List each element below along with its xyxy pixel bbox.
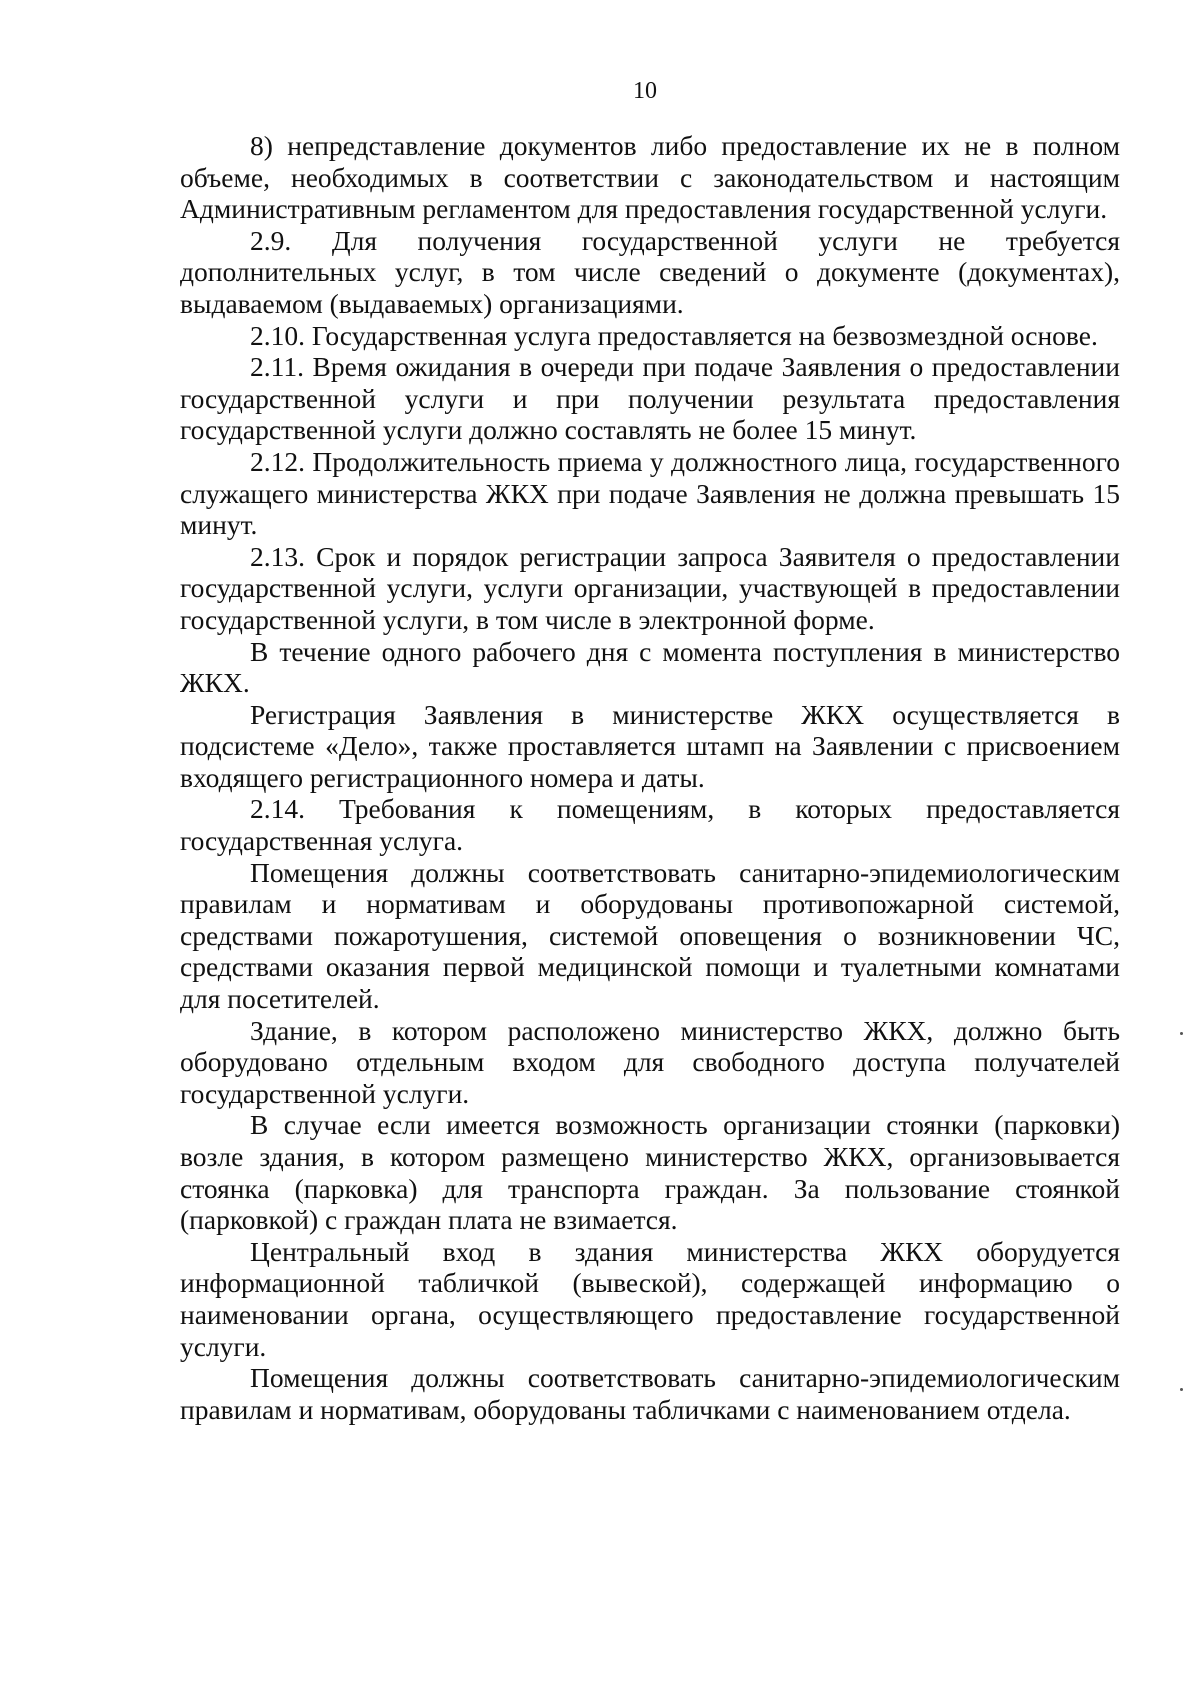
scan-speck <box>1180 1032 1183 1035</box>
paragraph: Центральный вход в здания министерства ЖКХ оборудуется информационной табличкой (вывеской), содержащей информацию о наименовании органа, осуществляющего предоставление государственной услуги. <box>180 1235 1120 1362</box>
paragraph: 2.10. Государственная услуга предоставляется на безвозмездной основе. <box>250 319 1098 351</box>
paragraph: 8) непредставление документов либо предоставление их не в полном объеме, необходимых в соответствии с законодательством и настоящим Административным регламентом для предоставления государственной услуги. <box>180 130 1120 225</box>
page-number: 10 <box>633 78 657 104</box>
paragraph: Здание, в котором расположено министерство ЖКХ, должно быть оборудовано отдельным входом для свободного доступа получателей государственной услуги. <box>180 1014 1120 1109</box>
paragraph: 2.11. Время ожидания в очереди при подаче Заявления о предоставлении государственной услуги и при получении результата предоставления государственной услуги должно составлять не более 15 минут. <box>180 351 1120 446</box>
paragraph: 2.14. Требования к помещениям, в которых предоставляется государственная услуга. <box>180 793 1120 857</box>
paragraph: Регистрация Заявления в министерстве ЖКХ осуществляется в подсистеме «Дело», также проставляется штамп на Заявлении с присвоением входящего регистрационного номера и даты. <box>180 698 1120 793</box>
paragraph: 2.12. Продолжительность приема у должностного лица, государственного служащего министерства ЖКХ при подаче Заявления не должна превышать 15 минут. <box>180 445 1120 541</box>
paragraph: В течение одного рабочего дня с момента поступления в министерство ЖКХ. <box>180 635 1120 699</box>
document-body <box>180 130 1120 1425</box>
paragraph: 2.9. Для получения государственной услуги не требуется дополнительных услуг, в том числе сведений о документе (документах), выдаваемом (выдаваемых) организациями. <box>180 224 1120 319</box>
paragraph: Помещения должны соответствовать санитарно-эпидемиологическим правилам и нормативам, оборудованы табличками с наименованием отдела. <box>180 1362 1120 1425</box>
paragraph: В случае если имеется возможность организации стоянки (парковки) возле здания, в котором размещено министерство ЖКХ, организовывается стоянка (парковка) для транспорта граждан. За пользование стоянкой (парковкой) с граждан плата не взимается. <box>180 1109 1120 1236</box>
paragraph: 2.13. Срок и порядок регистрации запроса Заявителя о предоставлении государственной услуги, услуги организации, участвующей в предоставлении государственной услуги, в том числе в электронной форме. <box>180 540 1120 635</box>
scan-speck <box>1180 1388 1183 1391</box>
paragraph: Помещения должны соответствовать санитарно-эпидемиологическим правилам и нормативам и оборудованы противопожарной системой, средствами пожаротушения, системой оповещения о возникновении ЧС, средствами оказания первой медицинской помощи и туалетными комнатами для посетителей. <box>180 856 1120 1015</box>
